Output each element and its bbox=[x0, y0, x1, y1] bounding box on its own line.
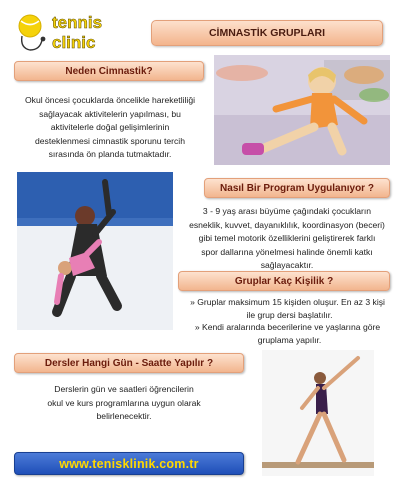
section-heading-why-gymnastics: Neden Cimnastik? bbox=[14, 61, 204, 81]
text-line: Derslerin gün ve saatleri öğrencilerin bbox=[54, 384, 194, 394]
tennis-clinic-logo bbox=[16, 10, 141, 55]
bullet-line: gruplama yapılır. bbox=[257, 334, 322, 345]
text-line: 3 - 9 yaş arası büyüme çağındaki çocukların bbox=[202, 206, 372, 216]
section-text-schedule bbox=[14, 383, 234, 424]
group-size-bullet-list bbox=[172, 296, 398, 346]
page-title: CİMNASTİK GRUPLARI bbox=[151, 20, 383, 46]
text-line: esneklik, kuvvet, dayanıklılık, koordinasyon (beceri) bbox=[189, 219, 385, 230]
text-line: desteklenmesi cimnastik sporunu tercih bbox=[35, 135, 185, 146]
text-line: okul ve kurs programlarına uygun olarak bbox=[47, 397, 201, 408]
website-link[interactable]: www.tenisklinik.com.tr bbox=[14, 452, 244, 475]
section-text-program bbox=[176, 205, 398, 273]
text-line: gibi temel motorik özelliklerini geliştirerek farklı bbox=[198, 233, 376, 243]
list-item bbox=[172, 321, 398, 346]
section-heading-group-size: Gruplar Kaç Kişilik ? bbox=[178, 271, 390, 291]
text-line: spor dallarına yönelmesi halinde önemli katkı bbox=[201, 246, 373, 257]
text-line: sağlayacak aktivitelerin yapılması, bu bbox=[39, 108, 181, 119]
text-line: belirlenecektir. bbox=[96, 411, 152, 421]
tennis-ball-stethoscope-icon bbox=[16, 10, 141, 55]
text-line: Okul öncesi çocuklarda öncelikle hareketliliği bbox=[24, 95, 196, 105]
section-heading-program: Nasıl Bir Program Uygulanıyor ? bbox=[204, 178, 390, 198]
bullet-line: » Kendi aralarında becerilerine ve yaşlarına göre bbox=[194, 322, 381, 332]
text-line: sağlayacaktır. bbox=[260, 260, 314, 270]
text-line: sırasında ön planda tutmaktadır. bbox=[48, 149, 172, 159]
bullet-line: » Gruplar maksimum 15 kişiden oluşur. En az 3 kişi bbox=[190, 297, 385, 307]
list-item bbox=[172, 296, 398, 321]
section-text-why-gymnastics bbox=[14, 94, 206, 162]
photo-gymnast-balance-beam bbox=[262, 350, 374, 476]
logo-text-line2: clinic bbox=[52, 33, 96, 52]
photo-coach-with-child bbox=[17, 172, 173, 330]
text-line: aktivitelerle doğal gelişimlerinin bbox=[50, 122, 170, 132]
bullet-line: ile grup dersi başlatılır. bbox=[246, 309, 333, 320]
logo-text-line1: tennis bbox=[52, 13, 103, 32]
photo-child-stretching bbox=[214, 55, 390, 165]
section-heading-schedule: Dersler Hangi Gün - Saatte Yapılır ? bbox=[14, 353, 244, 373]
